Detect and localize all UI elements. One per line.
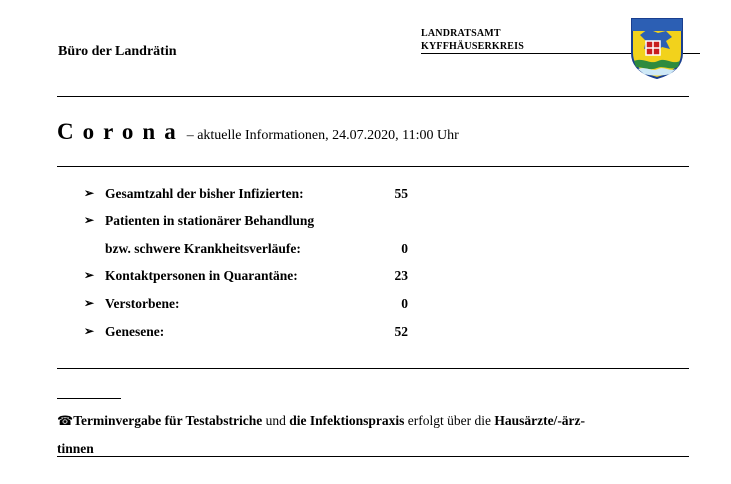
arrow-bullet-icon: ➢ bbox=[84, 268, 95, 282]
stat-row-infected bbox=[84, 186, 414, 206]
divider-title bbox=[57, 166, 689, 167]
page-title bbox=[57, 119, 459, 145]
stat-row-quarantine bbox=[84, 268, 414, 288]
footnote-bold-1: Terminvergabe für Testabstriche bbox=[73, 413, 263, 428]
coat-of-arms-icon bbox=[630, 17, 684, 79]
title-subtitle: – aktuelle Informationen, 24.07.2020, 11:00 Uhr bbox=[186, 128, 459, 143]
stat-value: 23 bbox=[394, 268, 408, 283]
stat-row-hospital bbox=[84, 213, 414, 233]
stat-value: 52 bbox=[394, 324, 408, 339]
stat-label: Patienten in stationärer Behandlung bbox=[105, 213, 315, 228]
footnote-bold-3: Hausärzte/-ärz- bbox=[494, 413, 586, 428]
footnote bbox=[57, 407, 697, 463]
stat-row-recovered bbox=[84, 324, 414, 344]
stat-label: Gesamtzahl der bisher Infizierten: bbox=[105, 186, 304, 201]
stat-value: 0 bbox=[401, 241, 408, 256]
footnote-separator bbox=[57, 398, 121, 399]
stat-label: Verstorbene: bbox=[105, 296, 180, 311]
stat-label: bzw. schwere Krankheitsverläufe: bbox=[105, 241, 301, 256]
title-main: Corona bbox=[57, 119, 185, 144]
arrow-bullet-icon: ➢ bbox=[84, 296, 95, 310]
divider-top bbox=[57, 96, 689, 97]
stat-row-deceased bbox=[84, 296, 414, 316]
arrow-bullet-icon: ➢ bbox=[84, 213, 95, 227]
footnote-bold-4: tinnen bbox=[57, 441, 94, 456]
authority-line1: LANDRATSAMT bbox=[421, 28, 501, 39]
footnote-text-2: erfolgt über die bbox=[404, 413, 495, 428]
footnote-text-1: und bbox=[262, 413, 290, 428]
footnote-bold-2: die Infektionspraxis bbox=[289, 413, 405, 428]
office-name: Büro der Landrätin bbox=[58, 44, 177, 59]
stat-value: 55 bbox=[394, 186, 408, 201]
stat-value: 0 bbox=[401, 296, 408, 311]
stat-label: Kontaktpersonen in Quarantäne: bbox=[105, 268, 298, 283]
stat-row-severe bbox=[84, 241, 414, 261]
divider-stats bbox=[57, 368, 689, 369]
arrow-bullet-icon: ➢ bbox=[84, 186, 95, 200]
phone-icon: ☎ bbox=[57, 413, 74, 428]
stat-label: Genesene: bbox=[105, 324, 165, 339]
divider-bottom bbox=[57, 456, 689, 457]
arrow-bullet-icon: ➢ bbox=[84, 324, 95, 338]
authority-line2: KYFFHÄUSERKREIS bbox=[421, 40, 700, 54]
